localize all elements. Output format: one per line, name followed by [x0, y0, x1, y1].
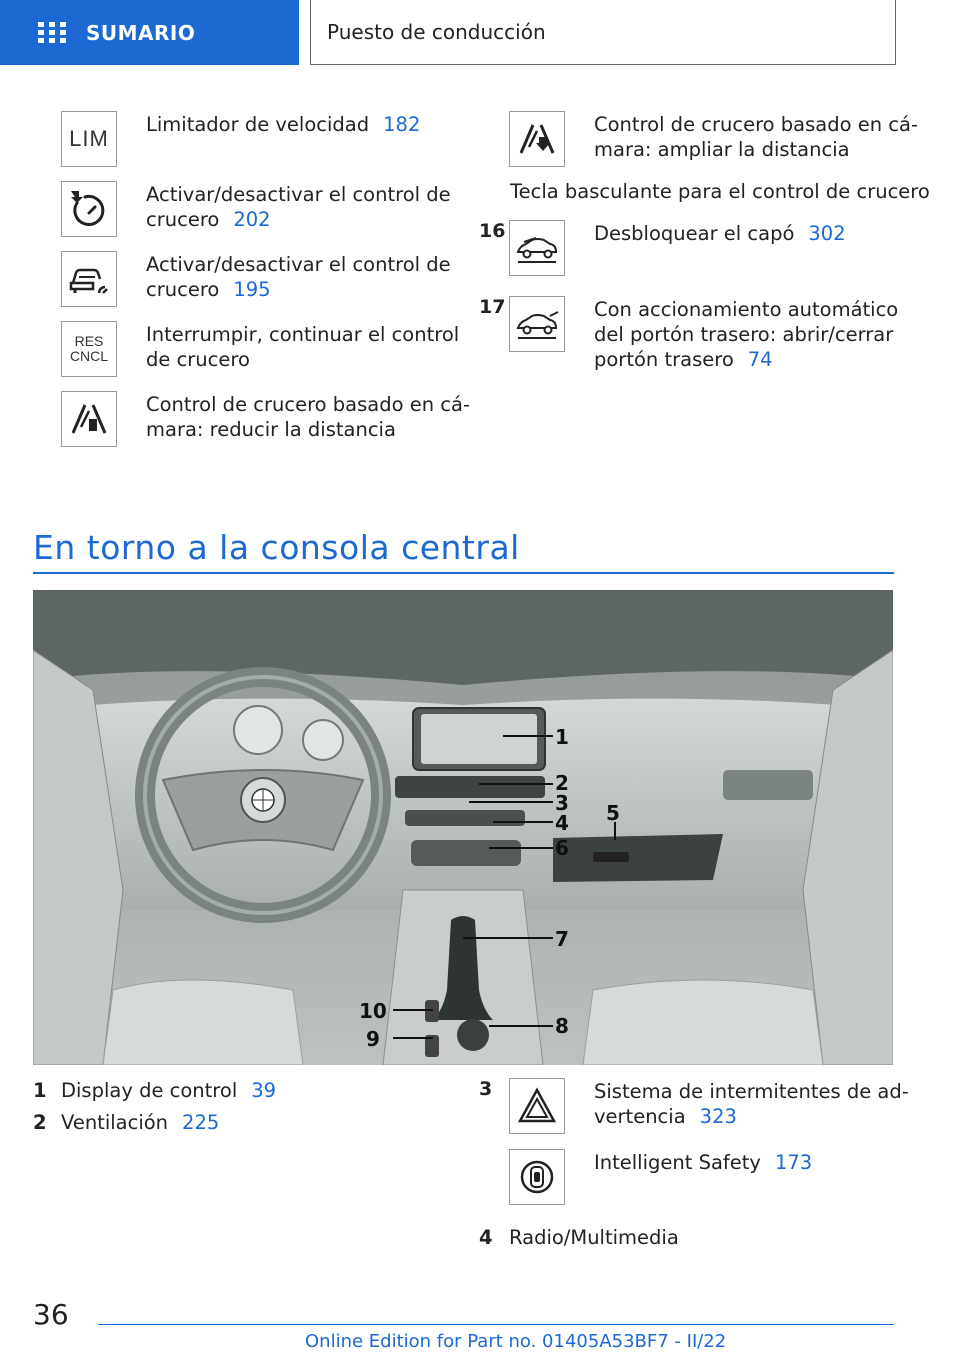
item-number: 3: [479, 1078, 493, 1100]
list-item: [479, 1225, 679, 1250]
item-text: crucero: [146, 208, 220, 231]
section-title: En torno a la consola central: [33, 528, 520, 567]
item-text: vertencia: [594, 1105, 686, 1128]
list-item: [61, 181, 451, 237]
page-number: 36: [33, 1298, 69, 1331]
item-text: Activar/desactivar el control de: [146, 253, 451, 276]
item-text: Display de control: [61, 1079, 238, 1102]
item-text: Control de crucero basado en cá-: [146, 393, 470, 416]
hood-release-icon: [509, 220, 565, 276]
item-text: mara: ampliar la distancia: [594, 138, 850, 161]
callout-label: 6: [555, 836, 569, 860]
page-ref-link[interactable]: 195: [233, 278, 271, 301]
intelligent-safety-icon: [509, 1149, 565, 1205]
distance-increase-icon: [509, 111, 565, 167]
item-number: 16: [479, 220, 506, 242]
footer-divider: [98, 1324, 894, 1325]
item-text: Interrumpir, continuar el control: [146, 323, 460, 346]
section-label: Puesto de conducción: [327, 20, 546, 44]
callout-label: 10: [359, 999, 387, 1023]
list-item: [509, 220, 846, 276]
item-number: 1: [33, 1079, 47, 1102]
callout-label: 5: [606, 801, 620, 825]
item-text: Limitador de velocidad: [146, 113, 370, 136]
list-item: [509, 296, 898, 372]
callout-label: 9: [366, 1027, 380, 1051]
rocker-note: Tecla basculante para el control de crucero: [510, 180, 930, 203]
item-number: 17: [479, 296, 506, 318]
item-text: de crucero: [146, 348, 250, 371]
page-ref-link[interactable]: 74: [747, 348, 773, 371]
item-text: Ventilación: [61, 1111, 169, 1134]
item-text: del portón trasero: abrir/cerrar: [594, 323, 894, 346]
page-ref-link[interactable]: 323: [699, 1105, 737, 1128]
center-console-illustration: [33, 590, 893, 1065]
list-item: [61, 111, 420, 167]
table-of-contents-button[interactable]: [0, 0, 299, 65]
page-ref-link[interactable]: 173: [774, 1151, 813, 1174]
list-item: [61, 251, 451, 307]
list-item: [509, 1149, 812, 1205]
callout-label: 3: [555, 791, 569, 815]
page-ref-link[interactable]: 39: [251, 1079, 277, 1102]
res-cncl-icon: RES CNCL: [61, 321, 117, 377]
item-text: Desbloquear el capó: [594, 222, 795, 245]
cruise-control-toggle-icon: [61, 181, 117, 237]
item-number: 2: [33, 1111, 47, 1134]
item-text: Control de crucero basado en cá-: [594, 113, 918, 136]
distance-decrease-icon: [61, 391, 117, 447]
callout-label: 7: [555, 927, 569, 951]
item-text: portón trasero: [594, 348, 734, 371]
item-text: crucero: [146, 278, 220, 301]
grid-menu-icon: [38, 22, 66, 44]
list-item: [33, 1110, 219, 1135]
item-text: Activar/desactivar el control de: [146, 183, 451, 206]
callout-label: 2: [555, 771, 569, 795]
list-item: [509, 111, 918, 167]
page-ref-link[interactable]: 202: [233, 208, 271, 231]
page-ref-link[interactable]: 182: [383, 113, 421, 136]
tailgate-icon: [509, 296, 565, 352]
list-item: [33, 1078, 276, 1103]
item-text: mara: reducir la distancia: [146, 418, 396, 441]
edition-label: Online Edition for Part no. 01405A53BF7 - II/22: [305, 1331, 727, 1352]
item-text: Con accionamiento automático: [594, 298, 899, 321]
list-item: [509, 1078, 909, 1134]
callout-label: 1: [555, 725, 569, 749]
lim-icon: LIM: [61, 111, 117, 167]
item-text: Radio/Multimedia: [509, 1226, 679, 1249]
toc-label: SUMARIO: [86, 20, 196, 45]
section-breadcrumb[interactable]: [310, 0, 896, 65]
item-text: Intelligent Safety: [594, 1151, 761, 1174]
callout-label: 4: [555, 811, 569, 835]
page-ref-link[interactable]: 302: [808, 222, 846, 245]
item-number: 4: [479, 1226, 493, 1249]
cruise-control-camera-icon: [61, 251, 117, 307]
page-ref-link[interactable]: 225: [182, 1111, 220, 1134]
callout-label: 8: [555, 1014, 569, 1038]
hazard-warning-icon: [509, 1078, 565, 1134]
list-item: [61, 321, 459, 377]
item-text: Sistema de intermitentes de ad-: [594, 1080, 909, 1103]
section-divider: [33, 572, 894, 574]
list-item: [61, 391, 470, 447]
